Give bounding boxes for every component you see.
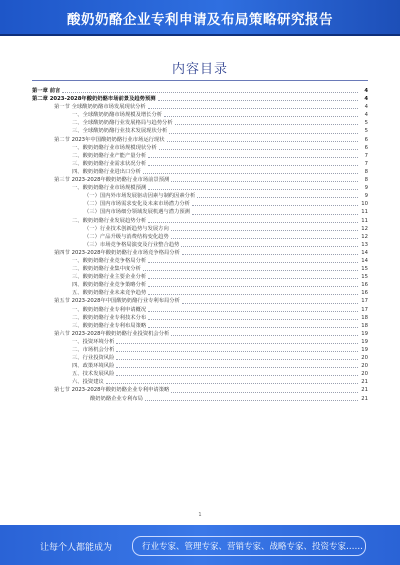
toc-leader-dots <box>148 157 358 158</box>
toc-entry-title: 第四节 2023-2028年酸奶奶酪行业市场竞争格局分析 <box>54 249 180 256</box>
toc-leader-dots <box>148 311 358 312</box>
toc-leader-dots <box>116 375 358 376</box>
toc-entry[interactable] <box>32 289 368 297</box>
toc-entry-page: 6 <box>364 136 368 143</box>
toc-entry[interactable] <box>32 192 368 200</box>
toc-leader-dots <box>62 92 358 93</box>
toc-entry-page: 8 <box>364 168 368 175</box>
toc-entry-title: 二、酸奶奶酪行业产能产量分析 <box>72 152 147 159</box>
toc-leader-dots <box>197 197 358 198</box>
toc-leader-dots <box>148 108 358 109</box>
toc-entry[interactable] <box>32 103 368 111</box>
toc-entry[interactable] <box>32 176 368 184</box>
toc-entry-title: 二、全球酸奶奶酪行业发展格局与趋势分析 <box>72 120 173 127</box>
toc-entry[interactable] <box>32 225 368 233</box>
toc-leader-dots <box>181 246 358 247</box>
toc-entry-title: 一、酸奶奶酪行业市场规模现状分析 <box>72 144 157 151</box>
toc-entry-title: （一）国内外市场发展驱动因素与制约因素分析 <box>84 193 196 200</box>
toc-entry-title: 一、投资环境分析 <box>72 338 115 345</box>
toc-leader-dots <box>171 230 358 231</box>
toc-entry[interactable] <box>32 241 368 249</box>
toc-entry-page: 11 <box>361 209 368 216</box>
toc-entry-page: 6 <box>364 144 368 151</box>
toc-entry[interactable] <box>32 362 368 370</box>
toc-entry-page: 20 <box>361 371 368 378</box>
toc-entry-page: 19 <box>361 338 368 345</box>
toc-entry-page: 12 <box>361 233 368 240</box>
toc-entry-title: 三、全球酸奶奶酪行业技术发展现状分析 <box>72 128 168 135</box>
toc-entry-page: 14 <box>361 257 368 264</box>
toc-leader-dots <box>171 335 358 336</box>
toc-entry-page: 5 <box>364 120 368 127</box>
toc-entry-page: 16 <box>361 290 368 297</box>
toc-entry[interactable] <box>32 265 368 273</box>
toc-entry-title: 第七节 2023-2028年酸奶奶酪企业专利申请策略 <box>54 387 170 394</box>
toc-entry-page: 9 <box>364 193 368 200</box>
toc-entry[interactable] <box>32 297 368 305</box>
toc-leader-dots <box>148 222 358 223</box>
toc-entry-title: 二、酸奶奶酪行业集中度分析 <box>72 266 141 273</box>
toc-entry-title: 三、酸奶奶酪行业专利布局策略 <box>72 322 147 329</box>
toc-entry-title: 五、酸奶奶酪行业未来竞争趋势 <box>72 290 147 297</box>
toc-entry-page: 7 <box>364 160 368 167</box>
toc-entry-title: 二、市场机会分析 <box>72 347 115 353</box>
toc-entry-page: 18 <box>361 322 368 329</box>
toc-entry-title: 第五节 2023-2028年中国酸奶奶酪行业专利布局分析 <box>54 298 180 305</box>
toc-entry[interactable] <box>32 273 368 281</box>
toc-entry-title: 一、全球酸奶奶酪市场规模及增长分析 <box>72 112 163 119</box>
toc-entry-title: 第一节 全球酸奶奶酪市场发展现状分析 <box>54 104 146 111</box>
table-of-contents <box>32 87 368 403</box>
toc-entry-page: 4 <box>364 88 368 94</box>
report-title: 酸奶奶酪企业专利申请及布局策略研究报告 <box>67 12 333 28</box>
toc-entry-page: 19 <box>361 330 368 337</box>
toc-entry[interactable] <box>32 257 368 265</box>
toc-entry-title: 四、政策环境风险 <box>72 363 115 370</box>
toc-entry[interactable] <box>32 346 368 354</box>
toc-entry-title: 一、酸奶奶酪行业专利申请概况 <box>72 306 147 313</box>
toc-entry-page: 4 <box>364 96 368 103</box>
header-banner <box>0 0 400 34</box>
toc-entry-title: 一、酸奶奶酪行业市场规模预测 <box>72 185 147 192</box>
toc-entry[interactable] <box>32 184 368 192</box>
toc-entry[interactable] <box>32 168 368 176</box>
page-number: 1 <box>198 512 202 518</box>
toc-leader-dots <box>148 189 358 190</box>
toc-entry-title: 四、酸奶奶酪行业进出口分析 <box>72 168 141 175</box>
toc-leader-dots <box>116 367 358 368</box>
toc-leader-dots <box>148 327 358 328</box>
toc-entry-title: （一）行业技术创新趋势与发展方向 <box>84 225 169 232</box>
toc-leader-dots <box>148 262 358 263</box>
toc-leader-dots <box>171 181 358 182</box>
toc-entry-page: 18 <box>361 314 368 321</box>
toc-entry-page: 5 <box>364 128 368 135</box>
toc-leader-dots <box>159 149 358 150</box>
toc-entry-page: 7 <box>364 152 368 159</box>
header-stripe <box>0 34 400 36</box>
toc-entry[interactable] <box>32 322 368 330</box>
toc-entry[interactable] <box>32 95 368 103</box>
footer-slogan: 让每个人都能成为 <box>40 543 113 553</box>
toc-entry-title: 第一章 前言 <box>32 88 61 94</box>
toc-leader-dots <box>143 270 358 271</box>
toc-heading: 内容目录 <box>171 62 228 77</box>
toc-entry-title: （三）国内市场细分领域发展机遇与潜力预测 <box>84 209 190 216</box>
toc-entry-page: 4 <box>364 104 368 111</box>
toc-entry[interactable] <box>32 306 368 314</box>
toc-entry-title: 四、酸奶奶酪行业竞争策略分析 <box>72 282 147 289</box>
toc-entry-title: 第六节 2023-2028年酸奶奶酪行业投资机会分析 <box>54 330 170 337</box>
toc-entry-title: 五、技术发展风险 <box>72 371 115 378</box>
toc-entry-page: 8 <box>364 177 368 184</box>
toc-leader-dots <box>192 205 358 206</box>
toc-entry[interactable] <box>32 338 368 346</box>
toc-leader-dots <box>145 400 358 401</box>
toc-entry-title: （二）产品升级与消费结构变化趋势 <box>84 233 169 240</box>
toc-entry[interactable] <box>32 330 368 338</box>
toc-entry-page: 10 <box>361 201 368 208</box>
toc-entry-title: 第二节 2023年中国酸奶奶酪行业市场运行现状 <box>54 136 165 143</box>
footer-banner <box>0 525 400 565</box>
toc-leader-dots <box>171 238 358 239</box>
toc-entry-page: 11 <box>361 217 368 224</box>
toc-entry-title: 二、酸奶奶酪行业发展趋势分析 <box>72 217 147 224</box>
toc-entry-page: 21 <box>361 395 368 402</box>
footer-tagline: 行业专家、管理专家、营销专家、战略专家、投资专家…… <box>142 542 364 552</box>
toc-entry-title: 二、酸奶奶酪行业专利技术分布 <box>72 314 147 321</box>
toc-entry-page: 17 <box>361 298 368 305</box>
toc-entry[interactable] <box>32 370 368 378</box>
toc-leader-dots <box>143 173 358 174</box>
toc-leader-dots <box>106 383 358 384</box>
toc-leader-dots <box>169 133 358 134</box>
toc-entry[interactable] <box>32 378 368 386</box>
toc-entry[interactable] <box>32 354 368 362</box>
toc-leader-dots <box>148 294 358 295</box>
toc-divider <box>32 80 368 81</box>
toc-leader-dots <box>148 165 358 166</box>
toc-leader-dots <box>148 278 358 279</box>
toc-entry-title: 六、投资建议 <box>72 379 104 386</box>
toc-entry-title: 第三节 2023-2028年酸奶奶酪行业市场前景预测 <box>54 177 170 184</box>
toc-entry[interactable] <box>32 217 368 225</box>
toc-entry-title: （二）国内市场需求变化及未来市场潜力分析 <box>84 201 190 208</box>
toc-entry[interactable] <box>32 136 368 144</box>
toc-leader-dots <box>167 141 358 142</box>
toc-entry-title: 一、酸奶奶酪行业竞争格局分析 <box>72 257 147 264</box>
toc-leader-dots <box>182 303 358 304</box>
toc-leader-dots <box>171 392 358 393</box>
toc-entry-page: 17 <box>361 306 368 313</box>
toc-entry-page: 4 <box>364 112 368 119</box>
toc-entry[interactable] <box>32 395 368 403</box>
toc-entry-page: 21 <box>361 387 368 394</box>
toc-entry[interactable] <box>32 144 368 152</box>
toc-entry-title: 第二章 2023-2028年酸奶奶酪市场前景及趋势预测 <box>32 96 156 103</box>
toc-entry-page: 19 <box>361 347 368 353</box>
toc-leader-dots <box>158 100 358 101</box>
toc-leader-dots <box>116 359 358 360</box>
toc-leader-dots <box>148 319 358 320</box>
toc-entry-page: 9 <box>364 185 368 192</box>
toc-entry-title: 三、行业投资风险 <box>72 355 115 362</box>
toc-entry[interactable] <box>32 152 368 160</box>
toc-leader-dots <box>148 286 358 287</box>
toc-entry[interactable] <box>32 200 368 208</box>
toc-leader-dots <box>175 124 358 125</box>
toc-entry[interactable] <box>32 233 368 241</box>
toc-entry[interactable] <box>32 281 368 289</box>
toc-entry-page: 20 <box>361 363 368 370</box>
toc-entry[interactable] <box>32 314 368 322</box>
toc-leader-dots <box>116 351 358 352</box>
toc-leader-dots <box>116 343 358 344</box>
toc-entry-title: 三、酸奶奶酪行业需求状况分析 <box>72 160 147 167</box>
toc-entry[interactable] <box>32 386 368 394</box>
toc-entry-page: 16 <box>361 282 368 289</box>
toc-entry-page: 12 <box>361 225 368 232</box>
toc-entry-title: （三）市场竞争格局演变及行业整合趋势 <box>84 241 180 248</box>
toc-entry[interactable] <box>32 87 368 95</box>
toc-entry-title: 三、酸奶奶酪行业主要企业分析 <box>72 274 147 281</box>
toc-entry[interactable] <box>32 111 368 119</box>
toc-entry-title: 酸奶奶酪企业专利布局 <box>90 395 143 402</box>
toc-leader-dots <box>182 254 358 255</box>
toc-leader-dots <box>164 116 358 117</box>
toc-entry-page: 15 <box>361 266 368 273</box>
toc-entry-page: 20 <box>361 355 368 362</box>
toc-entry-page: 14 <box>361 249 368 256</box>
toc-entry[interactable] <box>32 127 368 135</box>
toc-entry[interactable] <box>32 119 368 127</box>
toc-entry[interactable] <box>32 208 368 216</box>
toc-entry-page: 15 <box>361 274 368 281</box>
toc-entry-page: 13 <box>361 241 368 248</box>
toc-leader-dots <box>192 214 358 215</box>
toc-entry[interactable] <box>32 249 368 257</box>
toc-entry-page: 21 <box>361 379 368 386</box>
toc-entry[interactable] <box>32 160 368 168</box>
